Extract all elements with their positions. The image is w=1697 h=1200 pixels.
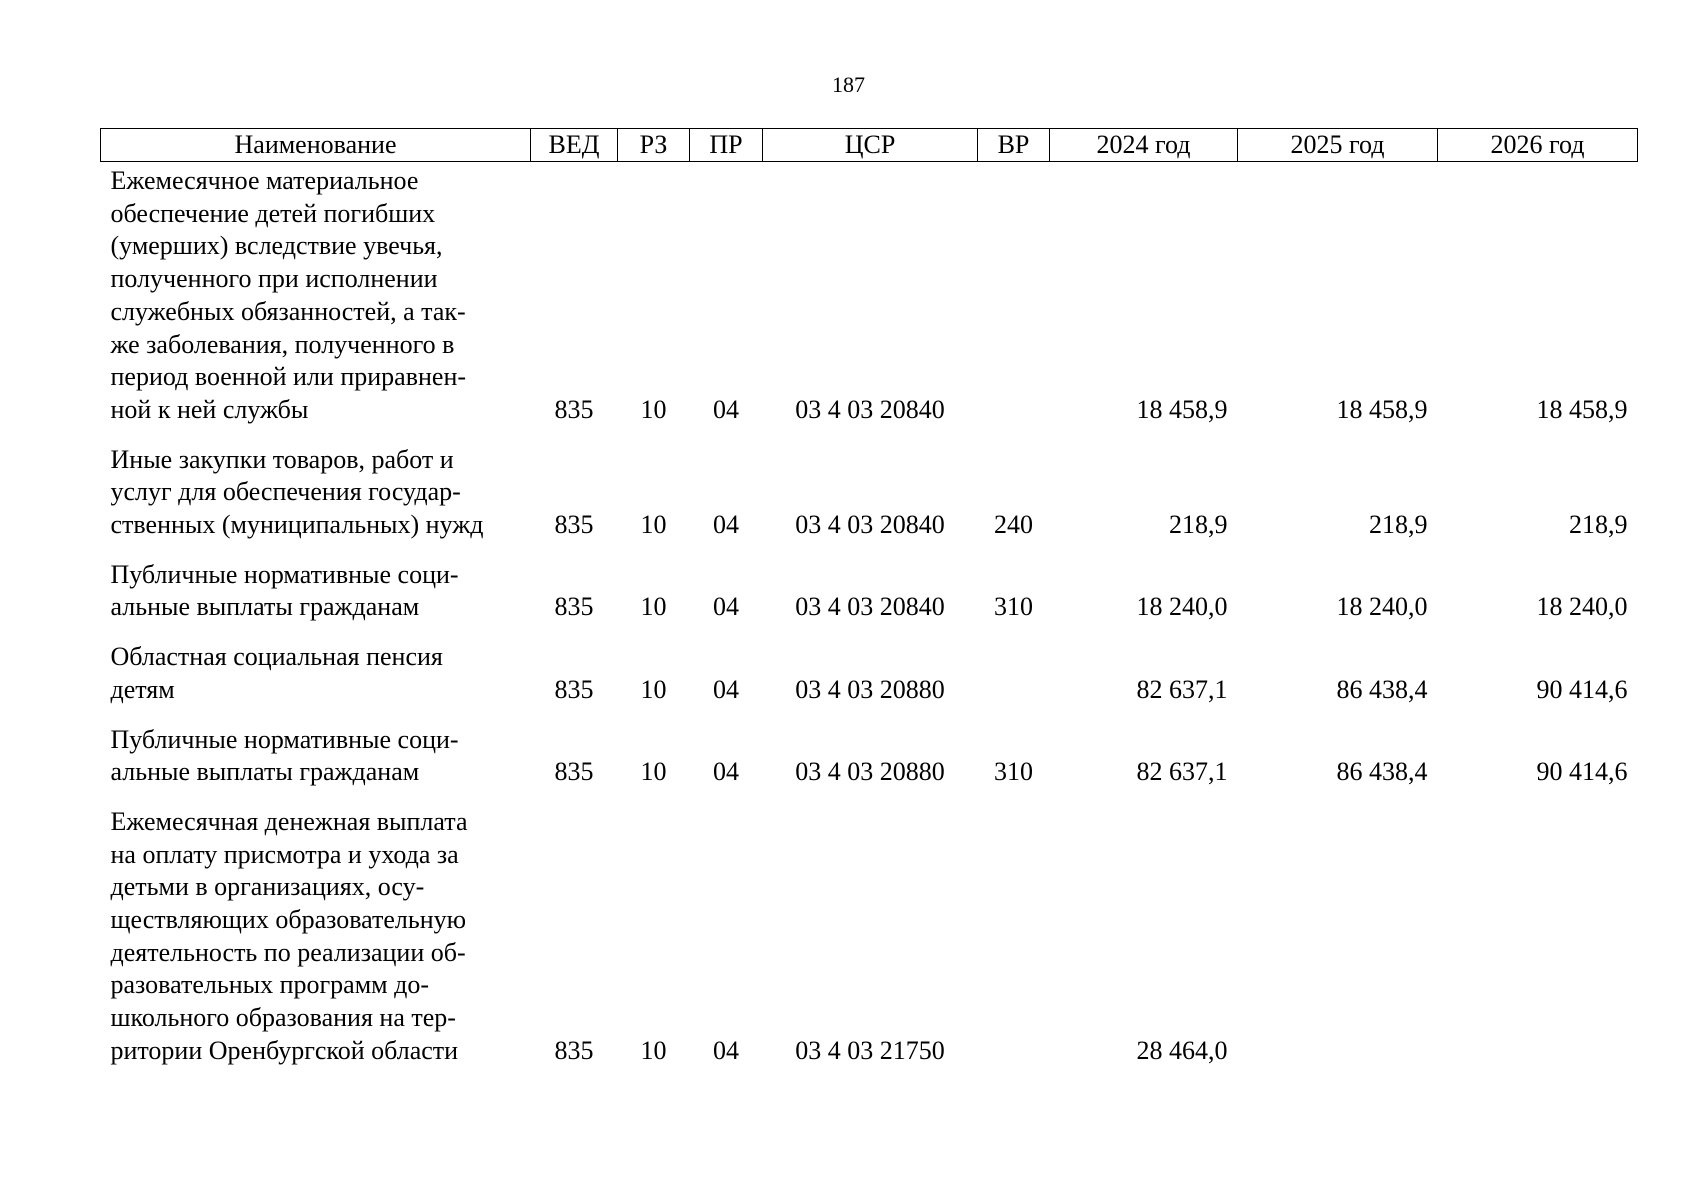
name-line: разовательных программ до- — [110, 970, 429, 1000]
cell-2024: 82 637,1 — [1136, 757, 1228, 787]
cell-ved: 835 — [554, 510, 594, 540]
name-line: детьми в организациях, осу- — [110, 872, 425, 902]
cell-2026: 18 240,0 — [1536, 592, 1628, 622]
name-line: (умерших) вследствие увечья, — [110, 231, 443, 261]
name-line: период военной или приравнен- — [110, 362, 467, 392]
name-line: ритории Оренбургской области — [110, 1035, 459, 1065]
name-line: Иные закупки товаров, работ и — [110, 444, 454, 474]
cell-name — [101, 556, 531, 638]
cell-2026: 90 414,6 — [1536, 757, 1628, 787]
cell-pr: 04 — [713, 510, 739, 540]
name-line: служебных обязанностей, а так- — [110, 296, 466, 326]
name-line: полученного при исполнении — [110, 264, 438, 294]
cell-ved: 835 — [554, 1035, 594, 1065]
table-row — [101, 556, 1638, 638]
header-name: Наименование — [101, 129, 531, 162]
table-row — [101, 721, 1638, 803]
header-vr: ВР — [978, 129, 1050, 162]
cell-csr: 03 4 03 20840 — [795, 394, 945, 424]
cell-2025: 18 458,9 — [1336, 394, 1428, 424]
cell-vr — [978, 803, 1050, 1082]
cell-2024: 28 464,0 — [1136, 1035, 1228, 1065]
name-line: ществляющих образовательную — [110, 905, 467, 935]
name-line: альные выплаты гражданам — [110, 757, 420, 787]
cell-pr: 04 — [713, 1035, 739, 1065]
cell-csr: 03 4 03 20880 — [795, 674, 945, 704]
cell-ved: 835 — [554, 757, 594, 787]
cell-2024: 18 240,0 — [1136, 592, 1228, 622]
cell-2024: 218,9 — [1169, 510, 1228, 540]
cell-ved: 835 — [554, 592, 594, 622]
cell-2024: 18 458,9 — [1136, 394, 1228, 424]
cell-2026: 18 458,9 — [1536, 394, 1628, 424]
page-number: 187 — [832, 72, 865, 97]
table-row — [101, 803, 1638, 1082]
header-rz: РЗ — [618, 129, 690, 162]
header-csr: ЦСР — [763, 129, 978, 162]
name-line: услуг для обеспечения государ- — [110, 477, 461, 507]
cell-rz: 10 — [640, 394, 667, 424]
cell-2025: 86 438,4 — [1336, 757, 1428, 787]
cell-csr: 03 4 03 21750 — [795, 1035, 945, 1065]
header-2026: 2026 год — [1438, 129, 1638, 162]
cell-2024: 82 637,1 — [1136, 674, 1228, 704]
cell-2026: 218,9 — [1569, 510, 1628, 540]
cell-name — [101, 803, 531, 1082]
table-row — [101, 441, 1638, 556]
table-row — [101, 162, 1638, 441]
cell-2025: 86 438,4 — [1336, 674, 1428, 704]
cell-name — [101, 721, 531, 803]
name-line: ственных (муниципальных) нужд — [110, 510, 484, 540]
cell-pr: 04 — [713, 592, 739, 622]
cell-vr: 310 — [994, 757, 1033, 787]
name-line: Ежемесячное материальное — [110, 166, 419, 195]
header-2025: 2025 год — [1238, 129, 1438, 162]
cell-pr: 04 — [713, 674, 739, 704]
cell-2025: 218,9 — [1369, 510, 1428, 540]
cell-vr — [978, 638, 1050, 720]
name-line: альные выплаты гражданам — [110, 592, 420, 622]
cell-pr: 04 — [713, 757, 739, 787]
cell-2026: 90 414,6 — [1536, 674, 1628, 704]
cell-csr: 03 4 03 20880 — [795, 757, 945, 787]
cell-rz: 10 — [640, 592, 667, 622]
name-line: Публичные нормативные соци- — [110, 559, 459, 589]
name-line: Ежемесячная денежная выплата — [110, 806, 468, 836]
name-line: Публичные нормативные соци- — [110, 724, 459, 754]
cell-rz: 10 — [640, 510, 667, 540]
header-row — [101, 129, 1638, 162]
cell-name — [101, 441, 531, 556]
cell-csr: 03 4 03 20840 — [795, 592, 945, 622]
cell-name — [101, 638, 531, 720]
cell-vr: 240 — [994, 510, 1033, 540]
table-row — [101, 638, 1638, 720]
name-line: обеспечение детей погибших — [110, 198, 436, 228]
cell-ved: 835 — [554, 394, 594, 424]
header-ved: ВЕД — [531, 129, 618, 162]
name-line: деятельность по реализации об- — [110, 937, 466, 967]
name-line: детям — [110, 674, 175, 704]
cell-2025 — [1238, 803, 1438, 1082]
cell-rz: 10 — [640, 1035, 667, 1065]
cell-vr — [978, 162, 1050, 441]
name-line: школьного образования на тер- — [110, 1003, 456, 1033]
cell-2025: 18 240,0 — [1336, 592, 1428, 622]
table-body — [101, 162, 1638, 1082]
cell-ved: 835 — [554, 674, 594, 704]
cell-pr: 04 — [713, 394, 739, 424]
cell-2026 — [1438, 803, 1638, 1082]
name-line: же заболевания, полученного в — [110, 329, 455, 359]
cell-vr: 310 — [994, 592, 1033, 622]
cell-rz: 10 — [640, 757, 667, 787]
budget-table — [100, 128, 1638, 1082]
header-2024: 2024 год — [1050, 129, 1238, 162]
cell-rz: 10 — [640, 674, 667, 704]
cell-csr: 03 4 03 20840 — [795, 510, 945, 540]
cell-name — [101, 162, 531, 441]
name-line: Областная социальная пенсия — [110, 642, 443, 672]
header-pr: ПР — [690, 129, 763, 162]
name-line: ной к ней службы — [110, 394, 309, 424]
name-line: на оплату присмотра и ухода за — [110, 839, 459, 869]
